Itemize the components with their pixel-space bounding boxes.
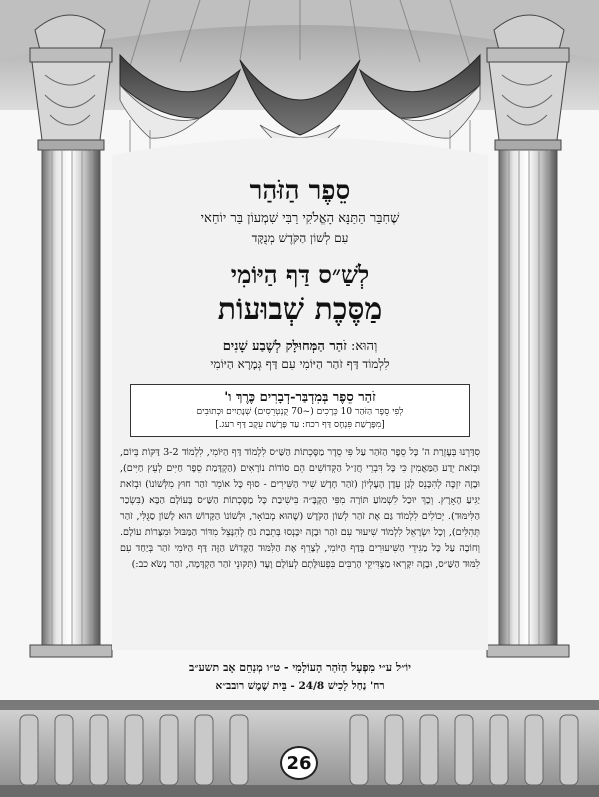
volume-title: זֹהַר סֵפֶר בְּמִדְבַּר-דְבָרִים כֶּרֶךְ ו' <box>224 390 376 405</box>
tractate-title: מַסֶּכֶת שְׁבוּעוֹת <box>217 292 383 327</box>
study-line: לִלְמוֹד דַּף זֹהַר הַיּוֹמִי עִם דַּף גְּמָרָא הַיּוֹמִי <box>210 357 390 371</box>
book-title: סֵפֶר הַזֹּהַר <box>249 176 351 206</box>
volume-edition: לְפִי סֵפֶר הַזֹּהַר 10 כְּרָכִים (~70 קֻנְטְרֵסִים) שְׁנָתַיִים וּכְתוּבִים <box>196 407 404 417</box>
volume-range: [מִפָּרָשַׁת פִּנְחָס דַּף רכח: עַד פָּרָשַׁת עֵקֶב דַּף רעג.] <box>215 420 385 430</box>
volume-info-box <box>130 384 470 437</box>
description-line <box>120 338 480 356</box>
page-number-badge: 26 <box>280 746 318 780</box>
address-line: רח' נַחַל לָכִישׁ 24/8 - בֵּית שֶׁמֶשׁ רובב״א <box>215 680 385 692</box>
left-column <box>30 15 112 657</box>
description-prefix: וְהוּא: <box>351 339 378 354</box>
publisher-line: יוֹ״ל ע״י מִפְעָל הַזֹּהַר הָעוֹלָמִי - ט״ו מְנַחֵם אָב תשע״ב <box>189 661 411 674</box>
intro-paragraph: סִדַּרְנוּ בְּעֶזְרַת ה' כָּל סֵפֶר הַזֹּהַר עַל פִּי סֵדֶר מַסֶּכְתוֹת הַשַּׁ״ס לִלְמוֹד דַּף הַיּוֹמִי, לִלְמוֹד 3-2 דַּקּוֹת בְּיוֹם, וּבְזֹאת יֵדַע הַמַּאֲמִין כִּי כָּל דִּבְרֵי חֲזַ״ל הַקְּדוֹשִׁים הֵם סוֹדוֹת נוֹרָאִים (הַקְדָּמַת סֵפֶר חַיִּים לְעֵץ חַיִּים), וּבָזֶה יִזְכֶּה לְהִכָּנֵס לְגַן עֵדֶן הָעֶלְיוֹן (זֹהַר חָדָשׁ שִׁיר הַשִּׁירִים - סוּף כָּל אוֹמֵר זֹהַר חוּץ מִלְּשׁוֹנוֹ) וּבְזֹאת יַגִּיעַ הָאָרֶץ. וְכָךְ יוּכַל לִשְׁמוֹעַ תּוֹרָה מִפִּי הַקָּבָּ״ה בִּישִׁיבַת כָּל מַסֶּכְתוֹת הַשַּׁ״ס בָּעוֹלָם הַבָּא (בִּשְׂכַר הַלִּימּוּד). יְכוֹלִים לִלְמוֹד גַּם אֶת זֹהַר לְשׁוֹן הַקֹּדֶשׁ (שֶׁהוּא מְבוֹאָר, וּלְשׁוֹנוֹ הַקָּדוֹשׁ הוּא לָשׁוֹן סַגֻּלִּי, זֹהַר תְּהִלִּים), וְכָל יִשְׂרָאֵל לִלְמוֹד שִׁיעוּר עִם זֹהַר וּבָזֶה יִכָּנְסוּ בְּתֵבַת נֹחַ לְהִנָּצֵל מִדּוֹר הַמַּבּוּל וּמִצָּרוֹת עוֹלָם. וְחוֹבָה עַל כָּל מַגִּידֵי הַשִּׁיעוּרִים בְּדַף הַיּוֹמִי, לְצָרֵף אֶת הַלִּמּוּד הַקָּדוֹשׁ הַזֶּה דַּף הַיּוֹמִי זֹהַר בְּיַחַד עִם לִמּוּד הַשַּׁ״ס, וּבָזֶה יִקָּרְאוּ מַצְדִּיקֵי הָרַבִּים בִּפְעוּלָּתָם לְעוֹלָם וָעֶד (תִּקּוּנֵי זֹהַר הַקְדָּמָה, זֹהַר נָשֹׂא כב:) <box>120 447 480 570</box>
description-bold: זֹהַר הַמְּחוּלָּק לְשֶׁבַע שָׁנִים <box>222 339 347 354</box>
language-subtitle: עִם לְשׁוֹן הַקֹּדֶשׁ מְנֻקָּד <box>251 231 349 245</box>
right-column <box>487 15 569 657</box>
daf-yomi-title: לְשַׁ״ס דַּף הַיּוֹמִי <box>230 260 370 289</box>
cover-text-block <box>120 170 480 573</box>
author-subtitle: שֶׁחִבֵּר הַתַּנָּא הָאֱלֹקִי רַבִּי שִׁמְעוֹן בַּר יוֹחַאי <box>200 211 400 226</box>
